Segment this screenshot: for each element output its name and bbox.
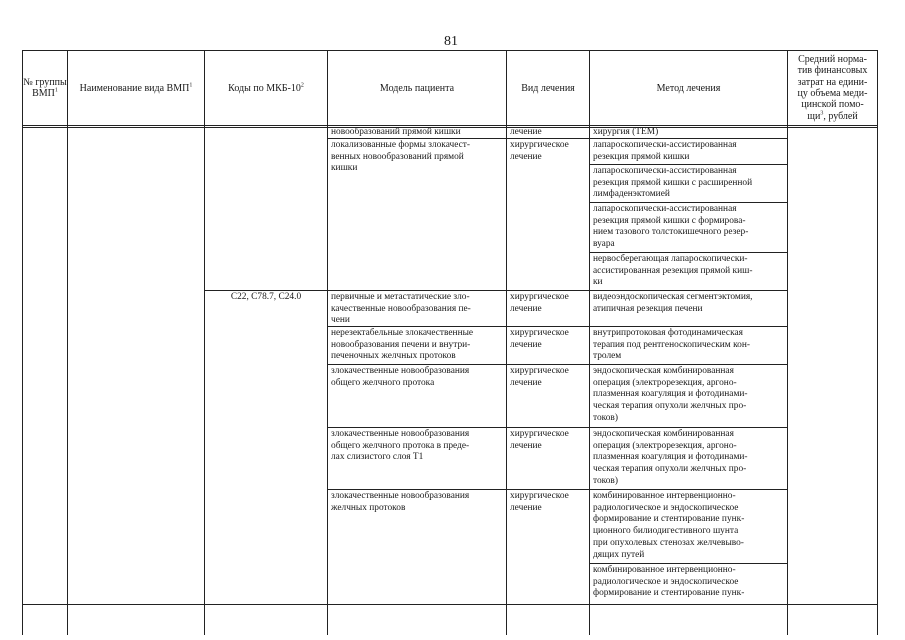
patient-model-cell: злокачественные новообразования общего желчного протока в преде- лах слизистого слоя T1 <box>331 429 470 463</box>
header-vmp-name <box>68 51 204 125</box>
treatment-method-cell: нервосберегающая лапароскопически- ассистированная резекция прямой киш- ки <box>593 254 753 288</box>
header-patient-model-text: Модель пациента <box>379 82 455 94</box>
header-patient-model <box>328 51 506 125</box>
header-cost-norm-unit: , рублей <box>823 110 858 122</box>
treatment-type-cell: хирургическое лечение <box>510 491 569 513</box>
footnote-marker: 1 <box>189 82 193 89</box>
method-rule <box>589 202 787 203</box>
header-treatment-method <box>590 51 787 125</box>
treatment-method-cell: лапароскопически-ассистированная резекция прямой кишки с расширенной лимфаденэктомией <box>593 166 753 200</box>
patient-model-cell: злокачественные новообразования желчных протоков <box>331 491 470 513</box>
footnote-marker: 1 <box>54 87 58 94</box>
patient-model-cell: локализованные формы злокачест- венных новообразований прямой кишки <box>331 140 470 174</box>
header-icd-codes <box>205 51 327 125</box>
header-cost-norm-text: Средний норма- тив финансовых затрат на едини- цу объема меди- цинской помо- щи <box>797 54 868 122</box>
row-rule <box>327 427 787 428</box>
row-rule <box>327 326 787 327</box>
method-rule <box>589 563 787 564</box>
treatment-method-cell: лапароскопически-ассистированная резекция прямой кишки с формирова- нием тазового толстокишечного резер- вуара <box>593 204 749 250</box>
patient-model-cell: нерезектабельные злокачественные новообразования печени и внутри- печеночных желчных протоков <box>331 328 474 362</box>
treatment-type-cell: хирургическое лечение <box>510 140 569 162</box>
header-group-number-text: № группы ВМП <box>23 77 67 99</box>
header-bottom-rule <box>22 125 878 126</box>
header-vmp-name-text: Наименование вида ВМП <box>79 82 190 94</box>
header-treatment-type-text: Вид лечения <box>521 82 575 94</box>
footnote-marker: 3 <box>820 110 824 117</box>
header-icd-codes-text: Коды по МКБ-10 <box>228 82 301 94</box>
patient-model-cell: первичные и метастатические зло- качественные новообразования пе- чени <box>331 292 471 326</box>
row-rule <box>327 364 787 365</box>
treatment-method-cell: комбинированное интервенционно- радиологическое и эндоскопическое формирование и стентирование пунк- ционного билиодигестивного шунта при опухолевых стенозах желчевыво- дящих путей <box>593 491 745 560</box>
header-treatment-type <box>507 51 589 125</box>
treatment-method-cell: эндоскопическая комбинированная операция (электрорезекция, аргоно- плазменная коагуляция и фотодинами- ческая терапия опухоли желчных про- токов) <box>593 429 748 486</box>
treatment-type-cell: хирургическое лечение <box>510 292 569 314</box>
treatment-method-cell: эндоскопическая комбинированная операция (электрорезекция, аргоно- плазменная коагуляция и фотодинами- ческая терапия опухоли желчных про- токов) <box>593 366 748 423</box>
table-border-bottom <box>22 604 878 605</box>
treatment-method-cell: хирургия (ТЕМ) <box>593 127 659 137</box>
column-divider <box>67 50 68 635</box>
treatment-method-cell: комбинированное интервенционно- радиологическое и эндоскопическое формирование и стентирование пунк- <box>593 565 745 599</box>
patient-model-cell: новообразований прямой кишки <box>331 127 461 137</box>
table-border-left <box>22 50 23 635</box>
method-rule <box>589 164 787 165</box>
method-rule <box>589 252 787 253</box>
icd-codes-cell: C22, C78.7, C24.0 <box>230 292 302 302</box>
row-rule <box>327 489 787 490</box>
treatment-type-cell: лечение <box>510 127 542 137</box>
footnote-marker: 2 <box>300 82 304 89</box>
header-cost-norm <box>788 51 877 125</box>
column-divider <box>204 50 205 635</box>
patient-model-cell: злокачественные новообразования общего желчного протока <box>331 366 470 388</box>
header-group-number <box>23 51 67 125</box>
treatment-method-cell: видеоэндоскопическая сегментэктомия, атипичная резекция печени <box>593 292 753 314</box>
treatment-type-cell: хирургическое лечение <box>510 328 569 350</box>
table-border-right <box>877 50 878 635</box>
row-rule <box>204 290 787 291</box>
column-divider <box>787 50 788 635</box>
treatment-method-cell: внутрипротоковая фотодинамическая терапия под рентгеноскопическим кон- тролем <box>593 328 750 362</box>
treatment-method-cell: лапароскопически-ассистированная резекция прямой кишки <box>593 140 737 162</box>
page-number: 81 <box>444 34 458 49</box>
header-treatment-method-text: Метод лечения <box>656 82 721 94</box>
treatment-type-cell: хирургическое лечение <box>510 429 569 451</box>
treatment-type-cell: хирургическое лечение <box>510 366 569 388</box>
